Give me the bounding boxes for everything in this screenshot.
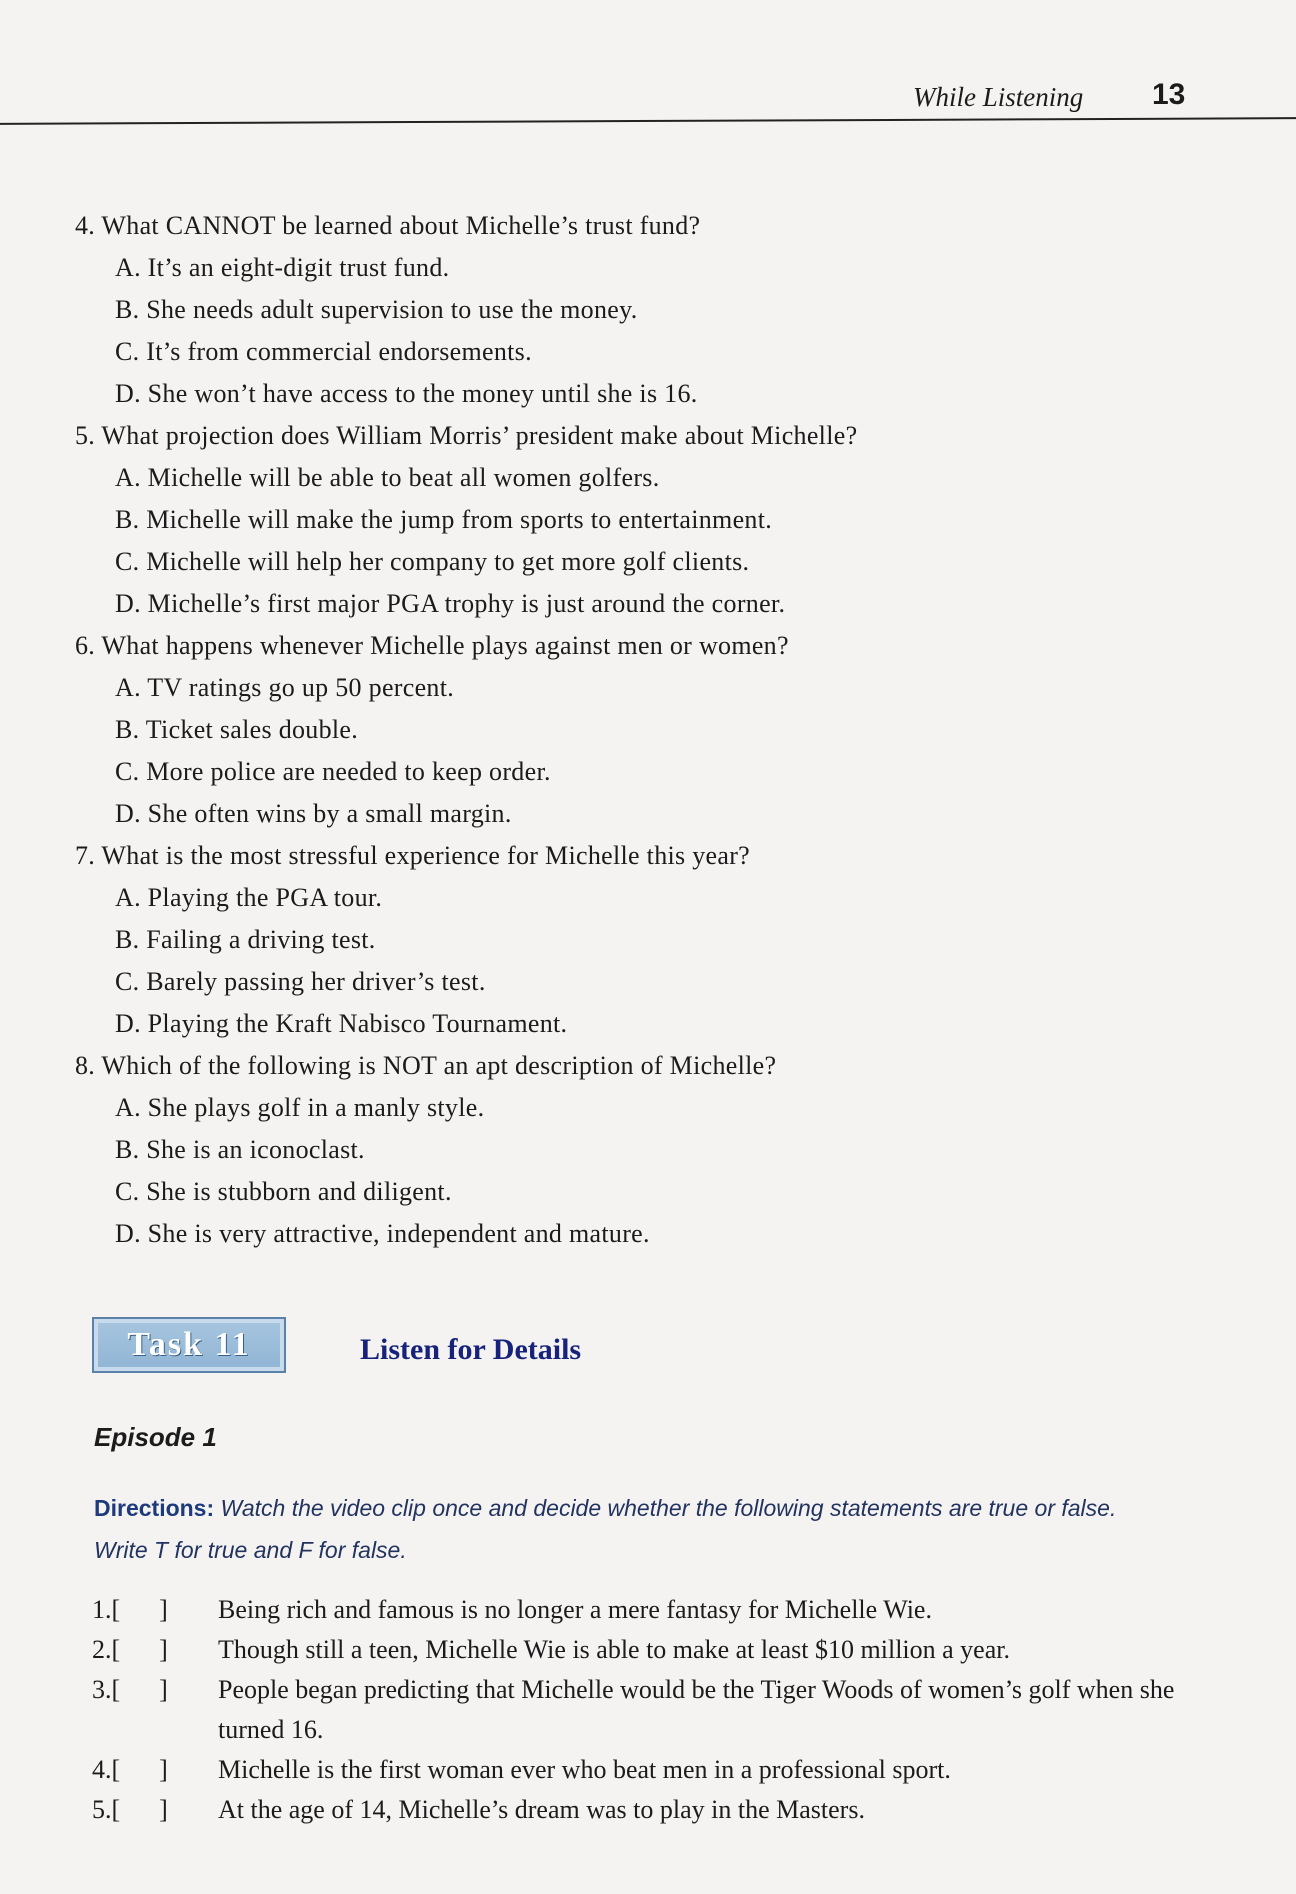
option: B. She needs adult supervision to use the money. [115,295,638,324]
option: D. She often wins by a small margin. [115,799,512,828]
statement [92,1670,1182,1750]
option: A. It’s an eight-digit trust fund. [115,253,450,282]
option: A. Playing the PGA tour. [115,883,383,912]
episode-heading: Episode 1 [94,1422,217,1452]
statement [92,1630,1182,1670]
task-badge [92,1317,286,1373]
answer-bracket[interactable]: 5.[ ] [92,1795,168,1824]
option: A. TV ratings go up 50 percent. [115,673,455,702]
question [75,1045,1205,1255]
header-rule [0,117,1296,125]
statement [92,1790,1182,1830]
option: D. Playing the Kraft Nabisco Tournament. [115,1009,568,1038]
option: A. Michelle will be able to beat all women golfers. [115,463,660,492]
task-label: Task 11 [127,1326,251,1363]
option: C. She is stubborn and diligent. [115,1177,452,1206]
question [75,625,1205,835]
question-stem: 6. What happens whenever Michelle plays against men or women? [75,631,789,660]
statement-text: Michelle is the first woman ever who beat men in a professional sport. [218,1755,951,1784]
statement-text: People began predicting that Michelle would be the Tiger Woods of women’s golf when she turned 16. [218,1675,1175,1744]
option: B. Ticket sales double. [115,715,359,744]
task-title: Listen for Details [360,1333,582,1366]
statement [92,1750,1182,1790]
question-stem: 8. Which of the following is NOT an apt description of Michelle? [75,1051,777,1080]
question [75,205,1205,415]
directions-text: Watch the video clip once and decide whether the following statements are true or false. Write T for true and F for false. [94,1495,1117,1563]
option: C. Michelle will help her company to get more golf clients. [115,547,750,576]
directions [94,1487,1174,1571]
option: A. She plays golf in a manly style. [115,1093,485,1122]
directions-label: Directions: [94,1495,215,1521]
question-stem: 7. What is the most stressful experience for Michelle this year? [75,841,751,870]
running-header: While Listening [913,82,1084,112]
question-list [75,205,1205,1255]
option: B. Michelle will make the jump from sports to entertainment. [115,505,773,534]
question-stem: 4. What CANNOT be learned about Michelle’s trust fund? [75,211,701,240]
statement-text: At the age of 14, Michelle’s dream was to play in the Masters. [218,1795,865,1824]
option: B. Failing a driving test. [115,925,376,954]
option: C. More police are needed to keep order. [115,757,551,786]
question-stem: 5. What projection does William Morris’ president make about Michelle? [75,421,858,450]
option: D. She won’t have access to the money until she is 16. [115,379,698,408]
page-number: 13 [1152,78,1186,111]
option: D. Michelle’s first major PGA trophy is just around the corner. [115,589,786,618]
question [75,835,1205,1045]
question [75,415,1205,625]
option: C. It’s from commercial endorsements. [115,337,532,366]
answer-bracket[interactable]: 3.[ ] [92,1675,168,1704]
answer-bracket[interactable]: 1.[ ] [92,1595,168,1624]
answer-bracket[interactable]: 2.[ ] [92,1635,168,1664]
option: B. She is an iconoclast. [115,1135,365,1164]
answer-bracket[interactable]: 4.[ ] [92,1755,168,1784]
statement-list [92,1590,1182,1830]
option: D. She is very attractive, independent and mature. [115,1219,650,1248]
statement-text: Being rich and famous is no longer a mere fantasy for Michelle Wie. [218,1595,932,1624]
statement-text: Though still a teen, Michelle Wie is able to make at least $10 million a year. [218,1635,1010,1664]
option: C. Barely passing her driver’s test. [115,967,486,996]
statement [92,1590,1182,1630]
